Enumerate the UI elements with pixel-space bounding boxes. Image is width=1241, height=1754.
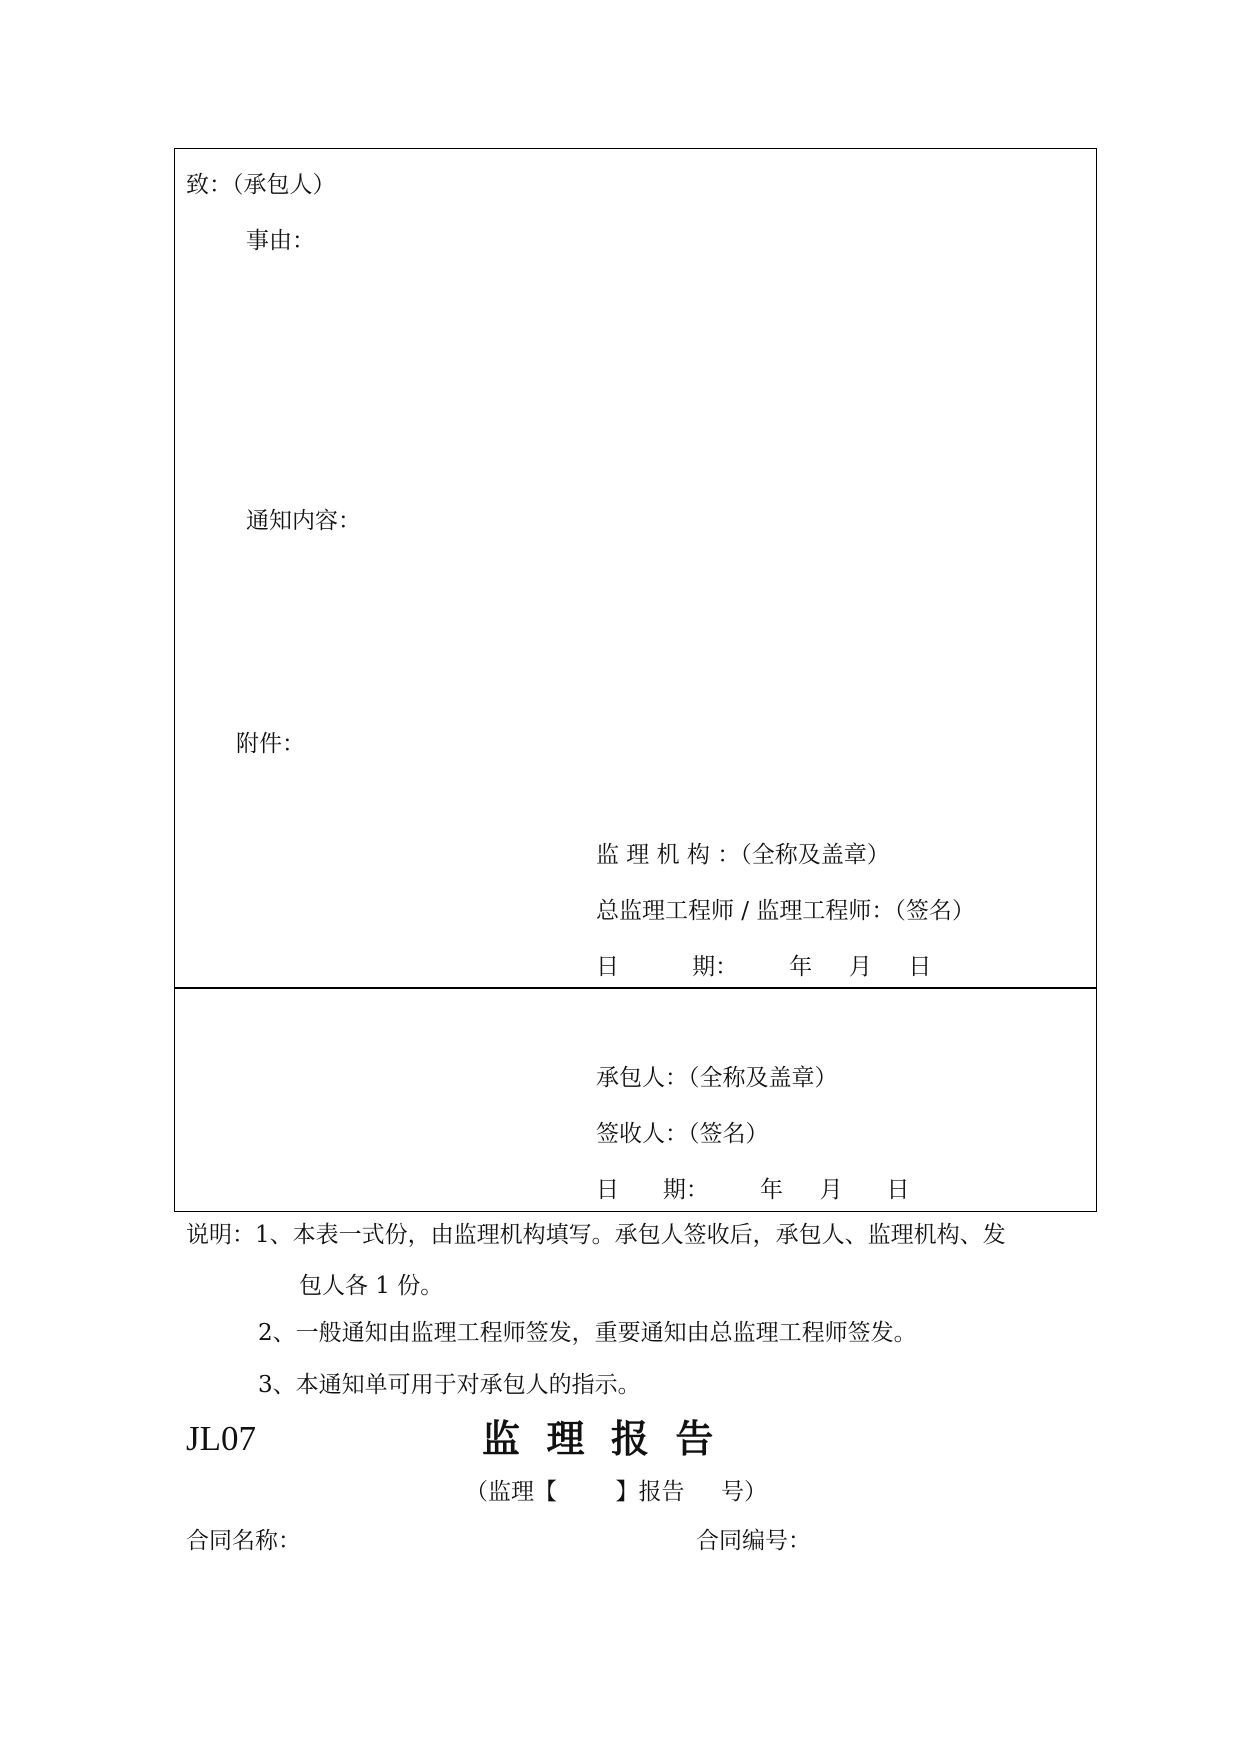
to-label: 致：（承包人） (186, 172, 336, 198)
report-title: 监 理 报 告 (482, 1416, 714, 1461)
notes-line-2: 2、一般通知由监理工程师签发，重要通知由总监理工程师签发。 (258, 1320, 917, 1346)
receiver-signature-label: 签收人：（签名） (596, 1121, 769, 1147)
attachment-label: 附件： (236, 731, 305, 757)
content-label: 通知内容： (246, 508, 361, 534)
notes-line-1-continued: 包人各 1 份。 (299, 1273, 444, 1299)
contractor-label: 承包人：（全称及盖章） (596, 1065, 838, 1091)
supervisor-org-label: 监 理 机 构 ：（全称及盖章） (596, 842, 890, 868)
notes-line-3: 3、本通知单可用于对承包人的指示。 (258, 1372, 641, 1398)
contract-name-label: 合同名称： (186, 1528, 301, 1554)
receipt-date-label: 日 期： 年 月 日 (596, 1177, 910, 1203)
reason-label: 事由： (246, 228, 315, 254)
contract-number-label: 合同编号： (696, 1528, 811, 1554)
notice-date-label: 日 期： 年 月 日 (596, 954, 932, 980)
report-number-line: （监理【 】报告 号） (465, 1479, 768, 1505)
notes-line-1: 说明：1、本表一式份，由监理机构填写。承包人签收后，承包人、监理机构、发 (186, 1222, 1006, 1248)
form-code: JL07 (186, 1419, 256, 1458)
chief-engineer-signature-label: 总监理工程师 / 监理工程师：（签名） (596, 898, 975, 924)
